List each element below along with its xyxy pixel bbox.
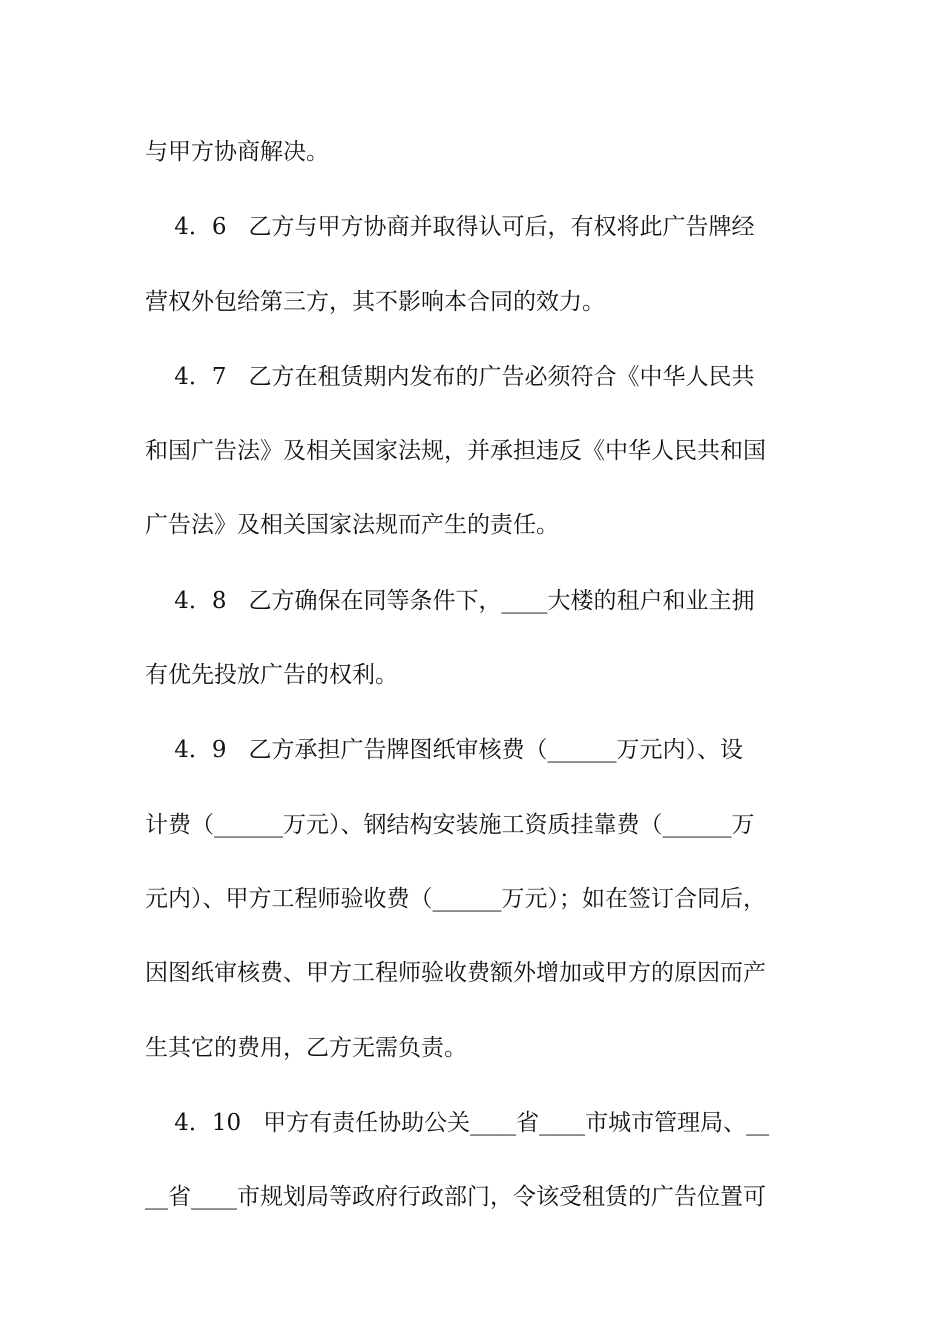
text-line: 和国广告法》及相关国家法规，并承担违反《中华人民共和国 xyxy=(145,438,766,464)
text-line: 广告法》及相关国家法规而产生的责任。 xyxy=(145,512,559,538)
text-line: 生其它的费用，乙方无需负责。 xyxy=(145,1035,467,1061)
text-line: 有优先投放广告的权利。 xyxy=(145,662,398,688)
text-line: 元内）、甲方工程师验收费（______万元）；如在签订合同后， xyxy=(145,886,766,912)
text-line: 营权外包给第三方，其不影响本合同的效力。 xyxy=(145,289,605,315)
text-line: 4．10 甲方有责任协助公关____省____市城市管理局、__ xyxy=(145,1110,770,1136)
text-line: 4．6 乙方与甲方协商并取得认可后，有权将此广告牌经 xyxy=(145,214,755,240)
text-line: 与甲方协商解决。 xyxy=(145,139,329,165)
text-line: 计费（______万元）、钢结构安装施工资质挂靠费（______万 xyxy=(145,812,755,838)
text-line: 4．9 乙方承担广告牌图纸审核费（______万元内）、设 xyxy=(145,737,743,763)
text-line: 4．8 乙方确保在同等条件下，____大楼的租户和业主拥 xyxy=(145,588,755,614)
text-line: __省____市规划局等政府行政部门，令该受租赁的广告位置可 xyxy=(145,1184,766,1210)
text-line: 4．7 乙方在租赁期内发布的广告必须符合《中华人民共 xyxy=(145,364,755,390)
text-line: 因图纸审核费、甲方工程师验收费额外增加或甲方的原因而产 xyxy=(145,960,766,986)
